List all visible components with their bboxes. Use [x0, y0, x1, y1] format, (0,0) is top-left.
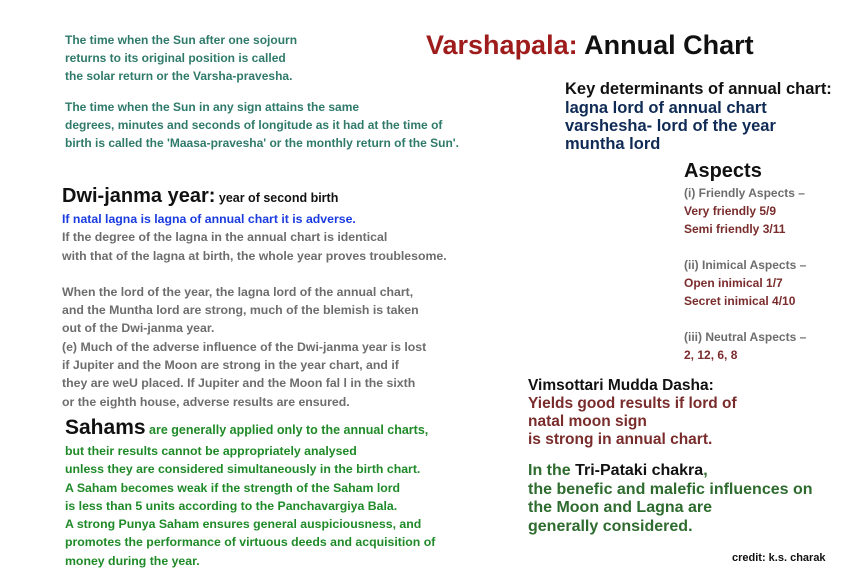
tripataki-line: the Moon and Lagna are — [528, 499, 713, 516]
sahams-line: but their results cannot be appropriately analysed — [65, 444, 357, 458]
aspect-item: Semi friendly 3/11 — [684, 222, 786, 236]
key-determinant-item: varshesha- lord of the year — [565, 117, 776, 135]
key-determinant-item: muntha lord — [565, 135, 661, 153]
dwijanma-heading-line — [62, 184, 447, 210]
intro-para-2 — [65, 98, 459, 152]
intro-line: birth is called the 'Maasa-pravesha' or the monthly return of the Sun'. — [65, 136, 459, 150]
title-prefix: Varshapala: — [426, 30, 578, 60]
dwijanma-section — [62, 184, 447, 411]
dwijanma-line: or the eighth house, adverse results are ensured. — [62, 394, 350, 409]
aspect-item: Very friendly 5/9 — [684, 204, 777, 218]
aspects-heading: Aspects — [684, 160, 762, 182]
dwijanma-line: with that of the lagna at birth, the whole year proves troublesome. — [62, 248, 447, 263]
title-rest: Annual Chart — [577, 30, 754, 60]
vimsottari-section — [528, 376, 737, 449]
aspect-item: Secret inimical 4/10 — [684, 294, 796, 308]
sahams-section — [65, 416, 435, 570]
sahams-first-line — [65, 416, 435, 442]
dwijanma-heading: Dwi-janma year: — [62, 185, 216, 207]
tripataki-term: Tri-Pataki chakra — [575, 462, 704, 479]
dwijanma-subheading: year of second birth — [215, 191, 339, 205]
dwijanma-line: and the Muntha lord are strong, much of the blemish is taken — [62, 303, 419, 318]
aspect-group-label: (iii) Neutral Aspects – — [684, 330, 807, 344]
dwijanma-line: (e) Much of the adverse influence of the Dwi-janma year is lost — [62, 339, 427, 354]
sahams-line: unless they are considered simultaneously in the birth chart. — [65, 462, 421, 477]
key-determinants — [565, 79, 832, 153]
sahams-line: A strong Punya Saham ensures general auspiciousness, and — [65, 517, 422, 532]
intro-para-1 — [65, 31, 297, 85]
aspect-group-label: (i) Friendly Aspects – — [684, 186, 805, 200]
tripataki-suffix: , — [703, 462, 708, 479]
tripataki-line: generally considered. — [528, 517, 693, 535]
vimsottari-line: natal moon sign — [528, 413, 647, 430]
intro-line: the solar return or the Varsha-pravesha. — [65, 69, 293, 83]
intro-line: The time when the Sun after one sojourn — [65, 33, 298, 47]
sahams-line: money during the year. — [65, 553, 200, 568]
dwijanma-line: they are weU placed. If Jupiter and the Moon fal l in the sixth — [62, 376, 416, 391]
dwijanma-line: if Jupiter and the Moon are strong in the year chart, and if — [62, 358, 399, 373]
dwijanma-line: out of the Dwi-janma year. — [62, 321, 215, 336]
intro-line: returns to its original position is called — [65, 51, 286, 65]
sahams-line: is less than 5 units according to the Panchavargiya Bala. — [65, 498, 398, 513]
aspect-item: 2, 12, 6, 8 — [684, 348, 738, 362]
sahams-line: promotes the performance of virtuous deeds and acquisition of — [65, 535, 436, 550]
sahams-line: A Saham becomes weak if the strength of the Saham lord — [65, 480, 401, 495]
credit: credit: k.s. charak — [732, 552, 826, 564]
vimsottari-line: Yields good results if lord of — [528, 395, 737, 412]
dwijanma-line: When the lord of the year, the lagna lord of the annual chart, — [62, 284, 414, 299]
tripataki-first-line — [528, 462, 813, 481]
aspects-section — [684, 160, 806, 364]
tripataki-line: the benefic and malefic influences on — [528, 480, 813, 498]
dwijanma-highlight: If natal lagna is lagna of annual chart it is adverse. — [62, 212, 356, 226]
key-determinants-heading: Key determinants of annual chart: — [565, 80, 832, 98]
vimsottari-heading: Vimsottari Mudda Dasha: — [528, 377, 714, 394]
vimsottari-line: is strong in annual chart. — [528, 431, 713, 448]
intro-line: The time when the Sun in any sign attains the same — [65, 100, 360, 114]
aspect-group-label: (ii) Inimical Aspects – — [684, 258, 807, 272]
intro-line: degrees, minutes and seconds of longitude as it had at the time of — [65, 118, 443, 132]
sahams-heading: Sahams — [65, 416, 146, 439]
sahams-first-text: are generally applied only to the annual charts, — [145, 423, 429, 437]
dwijanma-line: If the degree of the lagna in the annual chart is identical — [62, 230, 388, 245]
tripataki-prefix: In the — [528, 462, 576, 479]
page-title — [426, 29, 754, 61]
tripataki-section — [528, 462, 813, 536]
key-determinant-item: lagna lord of annual chart — [565, 99, 767, 117]
aspect-item: Open inimical 1/7 — [684, 276, 783, 290]
